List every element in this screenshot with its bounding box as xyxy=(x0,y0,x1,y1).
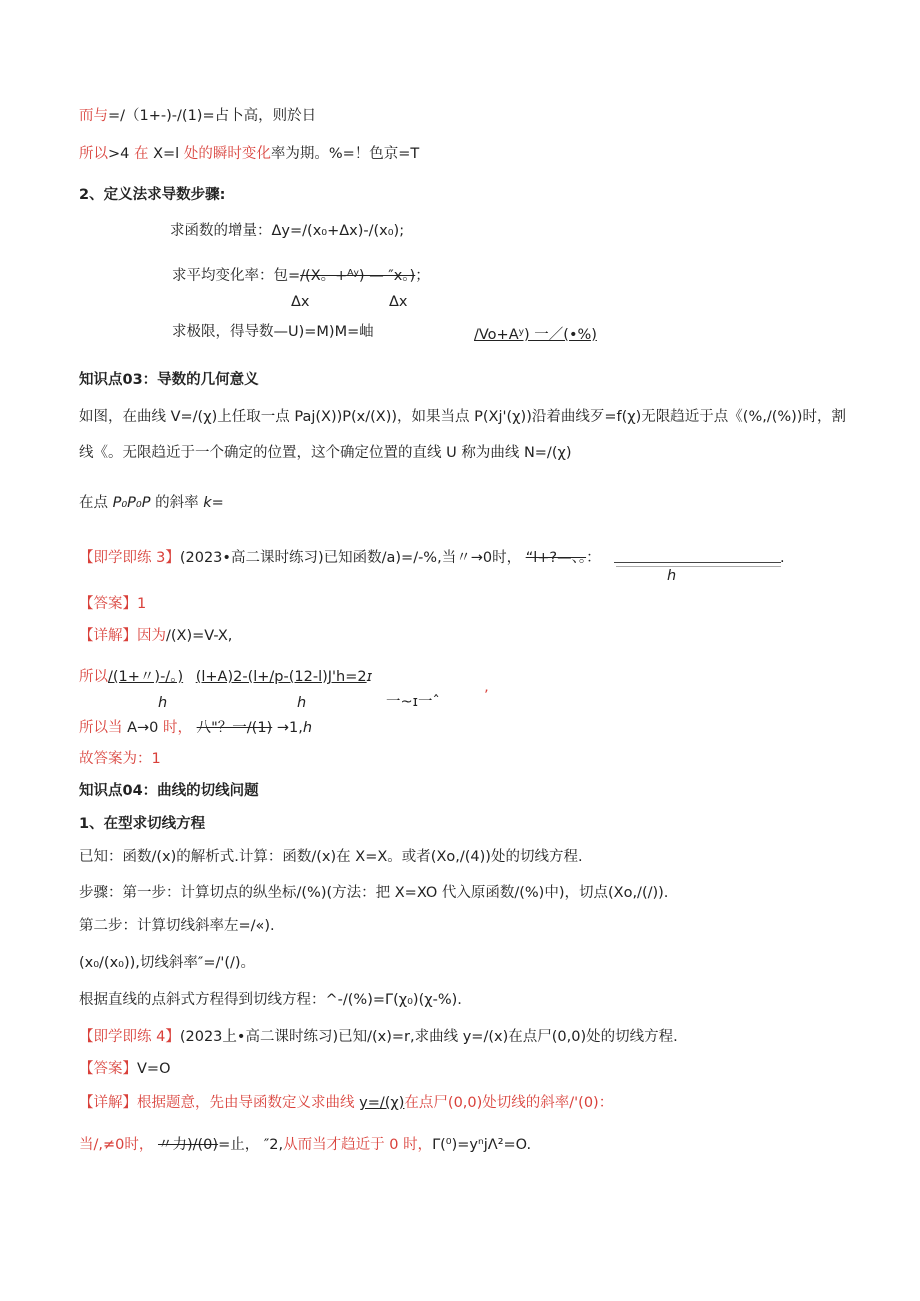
formula: /Vo+Aʸ) 一／(•%) xyxy=(474,327,597,343)
text-red: 而与 xyxy=(79,108,108,124)
fraction-denominator: h xyxy=(667,568,677,584)
formula: A→0 xyxy=(127,720,159,736)
text: ： xyxy=(586,550,601,566)
answer-label: 【答案】 xyxy=(79,1061,137,1077)
text-red: ’ xyxy=(484,688,489,704)
formula: Δy=/(x₀+Δx)-/(x₀); xyxy=(271,223,405,239)
step-limit: 求极限，得导数—U)=M)M=岫 xyxy=(172,324,374,340)
text-red: 时， xyxy=(163,720,193,736)
formula: 〃力)/(0) xyxy=(157,1137,219,1153)
answer-label: 【答案】 xyxy=(79,596,137,612)
formula: 一~ɪ一ˆ xyxy=(386,694,440,710)
text: 求函数的增量： xyxy=(170,223,272,239)
text-red: 在 xyxy=(133,146,149,162)
fraction-denominator: Δx xyxy=(291,294,310,310)
paragraph-line: 步骤：第一步：计算切点的纵坐标/(%)(方法：把 X=XO 代入原函数/(%)中)，切点(Xo,/(/)). xyxy=(79,885,669,901)
text: >4 xyxy=(108,146,130,162)
text-red: 所以 xyxy=(79,669,108,685)
text: X=l xyxy=(153,146,180,162)
line-2 xyxy=(79,144,419,164)
knowledge-point-04-heading: 知识点04：曲线的切线问题 xyxy=(79,783,259,799)
text-red: 0 xyxy=(389,1137,399,1153)
fraction-numerator: /(1+〃)-/。) xyxy=(108,669,184,685)
fraction-numerator: (l+A)2-(l+/p-(12-l)J'h=2 xyxy=(195,669,367,685)
solution-line xyxy=(79,1135,531,1155)
conclusion-line: 故答案为：1 xyxy=(79,751,161,767)
text: (2023•高二课时练习)已知函数/a)=/-%,当〃→0时， xyxy=(179,550,522,566)
paragraph-line: 第二步：计算切线斜率左=/«). xyxy=(79,918,275,934)
fraction-denominator: Δx xyxy=(389,294,408,310)
answer-line xyxy=(79,1059,170,1079)
paragraph-line: 如图，在曲线 V=/(χ)上任取一点 Paj(X))P(x/(X))，如果当点 P(Xj'(χ))沿着曲线歹=f(χ)无限趋近于点《(%,/(%))时，割 xyxy=(79,409,846,425)
formula: y=/(χ) xyxy=(359,1095,405,1111)
text: ɪ xyxy=(366,669,372,685)
paragraph-line: 根据直线的点斜式方程得到切线方程：^-/(%)=Γ(χ₀)(χ-%). xyxy=(79,992,462,1008)
solution-label: 【详解】 xyxy=(79,1095,137,1111)
paragraph-line xyxy=(79,493,224,513)
answer-blank-line xyxy=(614,562,781,563)
text-red: 当/,≠0 xyxy=(79,1137,125,1153)
text: =止， xyxy=(218,1137,260,1153)
text: . xyxy=(780,550,785,566)
solution-line xyxy=(79,1093,613,1113)
text: (2023上•高二课时练习)已知/(x)=r,求曲线 y=/(x)在点尸(0,0)处的切线方程. xyxy=(179,1029,678,1045)
text: 在点 xyxy=(79,495,108,511)
formula: “l+?—、。 xyxy=(525,550,587,566)
answer-value: V=O xyxy=(137,1061,171,1077)
text-red: 所以当 xyxy=(79,720,123,736)
text-red: 所以 xyxy=(79,146,108,162)
text-red: 时， xyxy=(124,1137,154,1153)
text-red: 处的瞬时变化 xyxy=(183,146,271,162)
text: 率为期。%=！色京=T xyxy=(270,146,420,162)
text-red: 因为 xyxy=(137,628,166,644)
exercise-label: 【即学即练 3】 xyxy=(79,550,180,566)
text: 求平均变化率： xyxy=(172,268,274,284)
fraction-denominator: h xyxy=(297,695,307,711)
section-heading: 2、定义法求导数步骤: xyxy=(79,187,226,203)
text: =/（1+-)-/(1)=占卜高，则於日 xyxy=(108,108,317,124)
line-1 xyxy=(79,106,316,126)
fraction-denominator: h xyxy=(158,695,168,711)
paragraph-line: 线《。无限趋近于一个确定的位置，这个确定位置的直线 U 称为曲线 N=/(χ) xyxy=(79,445,572,461)
formula: P₀P₀P xyxy=(112,495,151,511)
text-red: 从而当才趋近于 xyxy=(283,1137,385,1153)
paragraph-line: 已知：函数/(x)的解析式.计算：函数/(x)在 X=X。或者(Xo,/(4))处的切线方程. xyxy=(79,849,583,865)
fraction-numerator: /(X。+ᴬʸ) — ″x。) xyxy=(300,268,416,284)
formula: h xyxy=(302,720,313,736)
formula: 八"？一/(1) xyxy=(196,720,273,736)
text-red: 时， xyxy=(403,1137,433,1153)
text: ； xyxy=(415,268,430,284)
exercise-3 xyxy=(79,548,601,568)
formula: →1, xyxy=(276,720,303,736)
answer-line xyxy=(79,594,146,614)
exercise-label: 【即学即练 4】 xyxy=(79,1029,180,1045)
formula: /(X)=V-X, xyxy=(166,628,233,644)
step-increment xyxy=(170,221,404,241)
text-red: 根据题意，先由导函数定义求曲线 xyxy=(137,1095,355,1111)
formula: 包= xyxy=(273,268,301,284)
formula: Γ(⁰)=yⁿjΛ²=O. xyxy=(432,1137,532,1153)
formula: ″2, xyxy=(263,1137,284,1153)
paragraph-line: (x₀/(x₀)),切线斜率″=/'(/)。 xyxy=(79,955,256,971)
answer-blank-line xyxy=(616,566,781,567)
subsection-heading: 1、在型求切线方程 xyxy=(79,816,206,832)
text-red: 在点尸(0,0)处切线的斜率/'(0)： xyxy=(404,1095,614,1111)
solution-line xyxy=(79,667,372,687)
text: 的斜率 xyxy=(155,495,199,511)
formula: k= xyxy=(203,495,224,511)
step-average-rate xyxy=(172,266,430,286)
solution-line xyxy=(79,626,232,646)
answer-value: 1 xyxy=(137,596,147,612)
solution-line xyxy=(79,718,312,738)
knowledge-point-03-heading: 知识点03：导数的几何意义 xyxy=(79,372,259,388)
solution-label: 【详解】 xyxy=(79,628,137,644)
exercise-4 xyxy=(79,1027,678,1047)
